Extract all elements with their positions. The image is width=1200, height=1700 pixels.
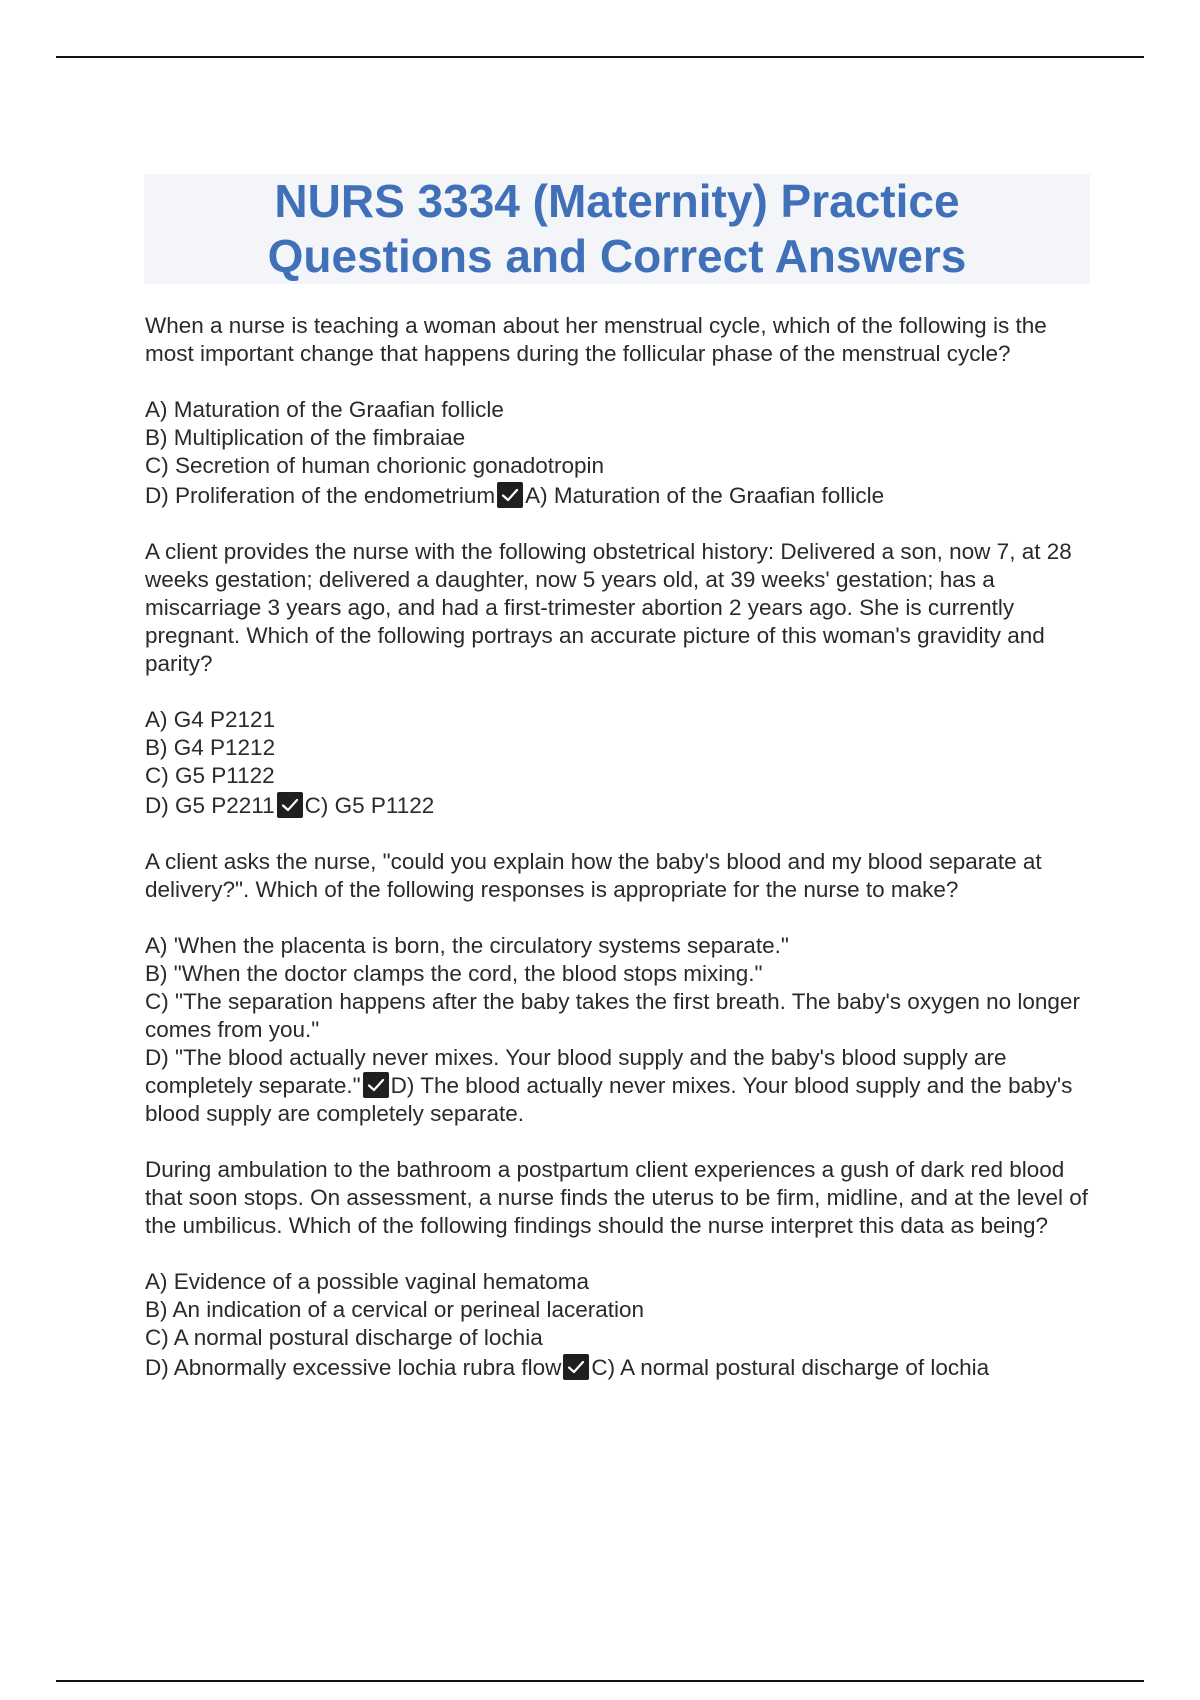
checkmark-icon — [497, 482, 523, 508]
option-b: B) G4 P1212 — [145, 735, 276, 760]
option-b: B) An indication of a cervical or perineal laceration — [145, 1297, 645, 1322]
option-d-with-answer — [145, 792, 1090, 820]
title-banner — [144, 174, 1090, 284]
answer-options — [145, 706, 1090, 820]
checkmark-icon — [363, 1072, 389, 1098]
answer-options — [145, 396, 1090, 510]
question-1 — [145, 312, 1090, 510]
option-d-with-answer — [145, 1354, 1090, 1382]
option-d-with-answer — [145, 1044, 1090, 1128]
footer-rule — [56, 1680, 1144, 1682]
option-d: D) G5 P2211 — [145, 793, 275, 818]
option-b: B) "When the doctor clamps the cord, the blood stops mixing." — [145, 961, 763, 986]
correct-answer: D) The blood actually never mixes. Your blood supply and the baby's blood supply are completely separate. — [145, 1073, 1073, 1126]
checkmark-icon — [277, 792, 303, 818]
option-a: A) 'When the placenta is born, the circulatory systems separate." — [145, 933, 789, 958]
option-a: A) G4 P2121 — [145, 707, 276, 732]
question-stem: A client asks the nurse, "could you explain how the baby's blood and my blood separate at delivery?". Which of the following responses is appropriate for the nurse to make? — [145, 849, 1042, 902]
option-c: C) Secretion of human chorionic gonadotropin — [145, 453, 605, 478]
question-3 — [145, 848, 1090, 1128]
option-d: D) "The blood actually never mixes. Your blood supply and the baby's blood supply are completely separate." — [145, 1045, 1007, 1098]
option-a: A) Maturation of the Graafian follicle — [145, 397, 504, 422]
answer-options — [145, 932, 1090, 1128]
correct-answer: C) G5 P1122 — [304, 793, 435, 818]
option-c: C) G5 P1122 — [145, 763, 275, 788]
correct-answer: A) Maturation of the Graafian follicle — [525, 483, 885, 508]
option-c: C) A normal postural discharge of lochia — [145, 1325, 543, 1350]
page-title-line-2: Questions and Correct Answers — [267, 230, 967, 282]
option-b: B) Multiplication of the fimbraiae — [145, 425, 466, 450]
option-a: A) Evidence of a possible vaginal hematoma — [145, 1269, 590, 1294]
option-d: D) Proliferation of the endometrium — [145, 483, 496, 508]
checkmark-icon — [563, 1354, 589, 1380]
question-stem: During ambulation to the bathroom a postpartum client experiences a gush of dark red blood that soon stops. On assessment, a nurse finds the uterus to be firm, midline, and at the level of the umbilicus. Which of the following findings should the nurse interpret this data as being? — [145, 1157, 1089, 1238]
answer-options — [145, 1268, 1090, 1382]
question-4 — [145, 1156, 1090, 1382]
question-stem: A client provides the nurse with the following obstetrical history: Delivered a son, now 7, at 28 weeks gestation; delivered a daughter, now 5 years old, at 39 weeks' gestation; has a miscarriage 3 years ago, and had a first-trimester abortion 2 years ago. She is currently pregnant. Which of the following portrays an accurate picture of this woman's gravidity and parity? — [145, 539, 1072, 676]
option-d-with-answer — [145, 482, 1090, 510]
question-stem: When a nurse is teaching a woman about her menstrual cycle, which of the following is the most important change that happens during the follicular phase of the menstrual cycle? — [145, 313, 1047, 366]
question-list — [145, 312, 1090, 1410]
option-c: C) "The separation happens after the baby takes the first breath. The baby's oxygen no longer comes from you." — [145, 989, 1080, 1042]
page-title-line-1: NURS 3334 (Maternity) Practice — [274, 175, 960, 227]
option-d: D) Abnormally excessive lochia rubra flow — [145, 1355, 562, 1380]
header-rule — [56, 56, 1144, 58]
correct-answer: C) A normal postural discharge of lochia — [591, 1355, 990, 1380]
question-2 — [145, 538, 1090, 820]
